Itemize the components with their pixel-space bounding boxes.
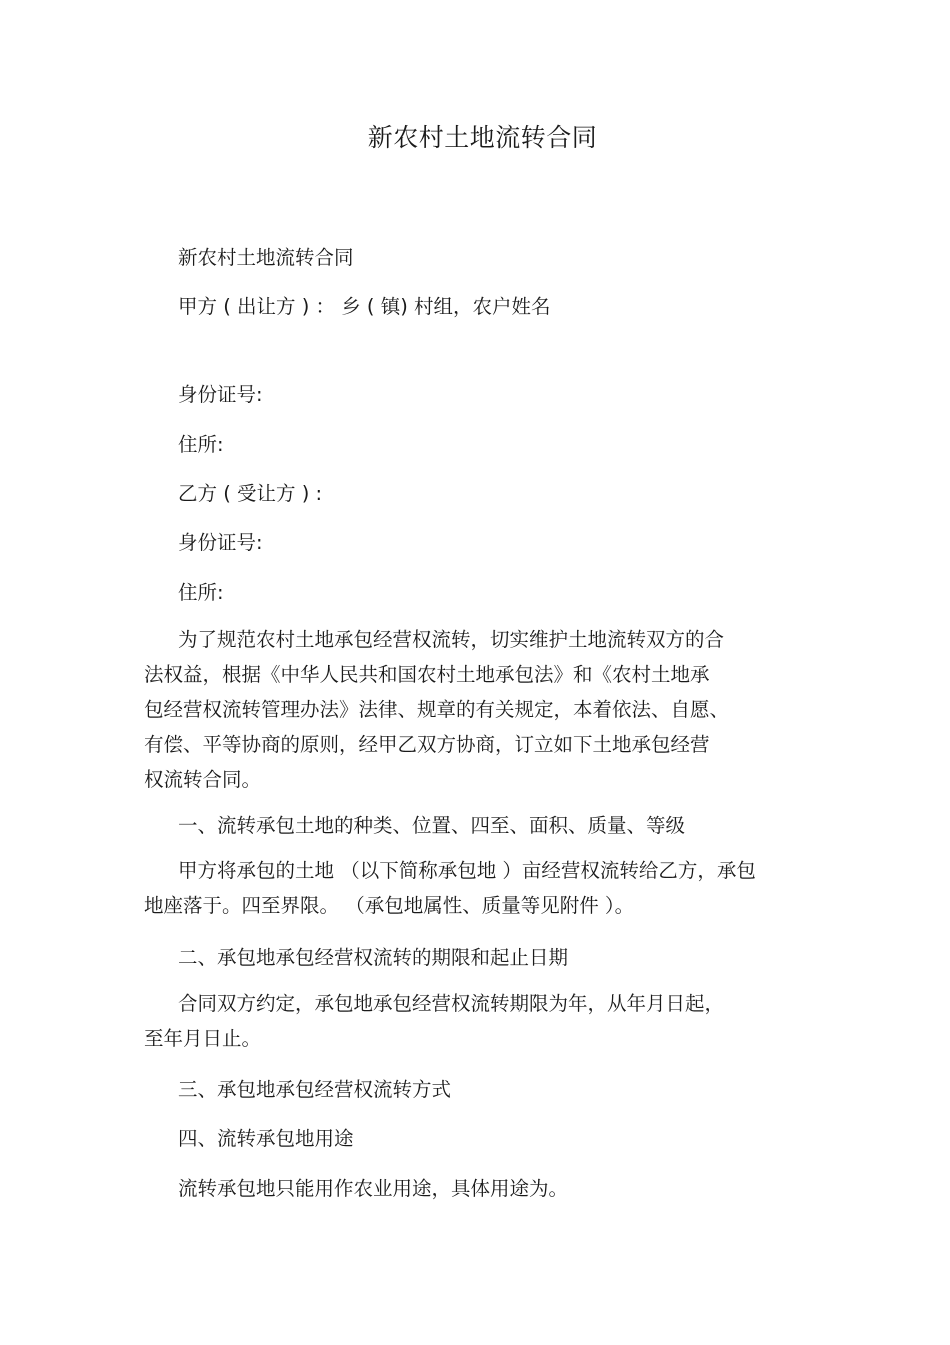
- party-a-address-label: 住所:: [178, 433, 224, 456]
- preamble-line: 有偿、平等协商的原则，经甲乙双方协商，订立如下土地承包经营: [144, 733, 710, 756]
- contract-subtitle: 新农村土地流转合同: [178, 246, 354, 269]
- section-2-line: 合同双方约定，承包地承包经营权流转期限为年，从年月日起，: [178, 992, 725, 1015]
- section-4-heading: 四、流转承包地用途: [178, 1127, 354, 1150]
- preamble-paragraph: [144, 622, 794, 797]
- party-b-address-label: 住所:: [178, 581, 224, 604]
- party-a-line: 甲方 ( 出让方 ) ： 乡 ( 镇) 村组，农户姓名: [178, 295, 551, 318]
- section-1-line: 甲方将承包的土地 （以下简称承包地 ）亩经营权流转给乙方，承包: [178, 859, 756, 882]
- preamble-line: 权流转合同。: [144, 768, 262, 791]
- party-a-id-label: 身份证号:: [178, 383, 263, 406]
- preamble-line: 包经营权流转管理办法》法律、规章的有关规定，本着依法、自愿、: [144, 698, 730, 721]
- preamble-line: 法权益，根据《中华人民共和国农村土地承包法》和《农村土地承: [144, 663, 710, 686]
- party-b-id-label: 身份证号:: [178, 531, 263, 554]
- section-3-heading: 三、承包地承包经营权流转方式: [178, 1078, 452, 1101]
- section-1-line: 地座落于。四至界限。 （承包地属性、质量等见附件 ）。: [144, 894, 635, 917]
- preamble-line: 为了规范农村土地承包经营权流转，切实维护土地流转双方的合: [178, 628, 725, 651]
- section-4-text: 流转承包地只能用作农业用途，具体用途为。: [178, 1177, 569, 1200]
- section-2-line: 至年月日止。: [144, 1027, 262, 1050]
- document-title: 新农村土地流转合同: [367, 123, 598, 152]
- section-1-heading: 一、流转承包土地的种类、位置、四至、面积、质量、等级: [178, 814, 686, 837]
- section-2-heading: 二、承包地承包经营权流转的期限和起止日期: [178, 946, 569, 969]
- section-2-paragraph: [144, 986, 794, 1056]
- section-1-paragraph: [144, 853, 794, 923]
- party-b-line: 乙方 ( 受让方 ) :: [178, 482, 323, 505]
